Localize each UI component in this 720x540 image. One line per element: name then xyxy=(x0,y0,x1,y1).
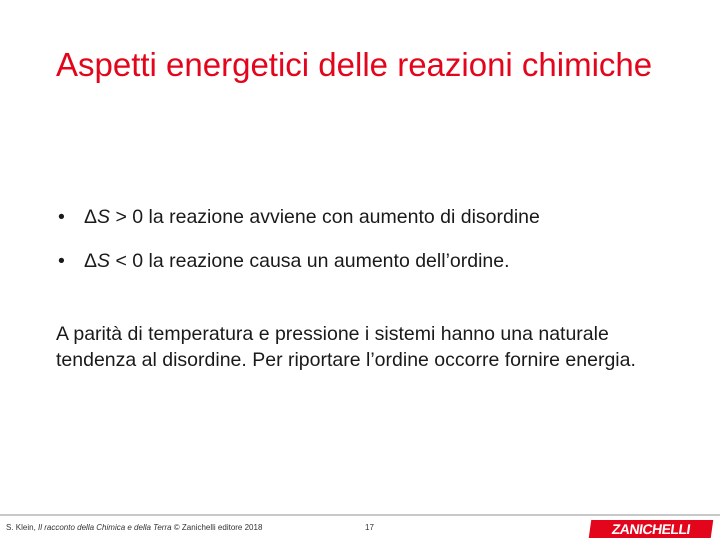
bullet-text: > 0 la reazione avviene con aumento di disordine xyxy=(110,206,540,228)
entropy-variable: S xyxy=(97,206,111,228)
delta-symbol: Δ xyxy=(84,206,98,228)
bullet-list xyxy=(56,205,676,293)
credit-publisher: © Zanichelli editore 2018 xyxy=(171,523,263,532)
credit-book-title: Il racconto della Chimica e della Terra xyxy=(38,523,172,532)
entropy-symbol xyxy=(84,206,110,228)
bullet-item xyxy=(56,205,676,229)
entropy-variable: S xyxy=(97,250,111,272)
bullet-text: < 0 la reazione causa un aumento dell’ordine. xyxy=(110,250,510,272)
page-number: 17 xyxy=(365,523,374,532)
slide-title: Aspetti energetici delle reazioni chimiche xyxy=(56,46,653,83)
delta-symbol: Δ xyxy=(84,250,98,272)
entropy-symbol xyxy=(84,250,110,272)
bullet-dot: • xyxy=(58,250,65,272)
bullet-dot: • xyxy=(58,206,65,228)
body-paragraph: A parità di temperatura e pressione i sistemi hanno una naturale tendenza al disordine. Per riportare l’ordine occorre fornire energia. xyxy=(56,323,636,371)
bullet-item xyxy=(56,249,676,273)
credit-author: S. Klein, xyxy=(6,523,39,532)
zanichelli-logo: ZANICHELLI xyxy=(589,520,714,538)
footer-divider xyxy=(0,514,720,516)
footer-credit xyxy=(6,523,262,532)
